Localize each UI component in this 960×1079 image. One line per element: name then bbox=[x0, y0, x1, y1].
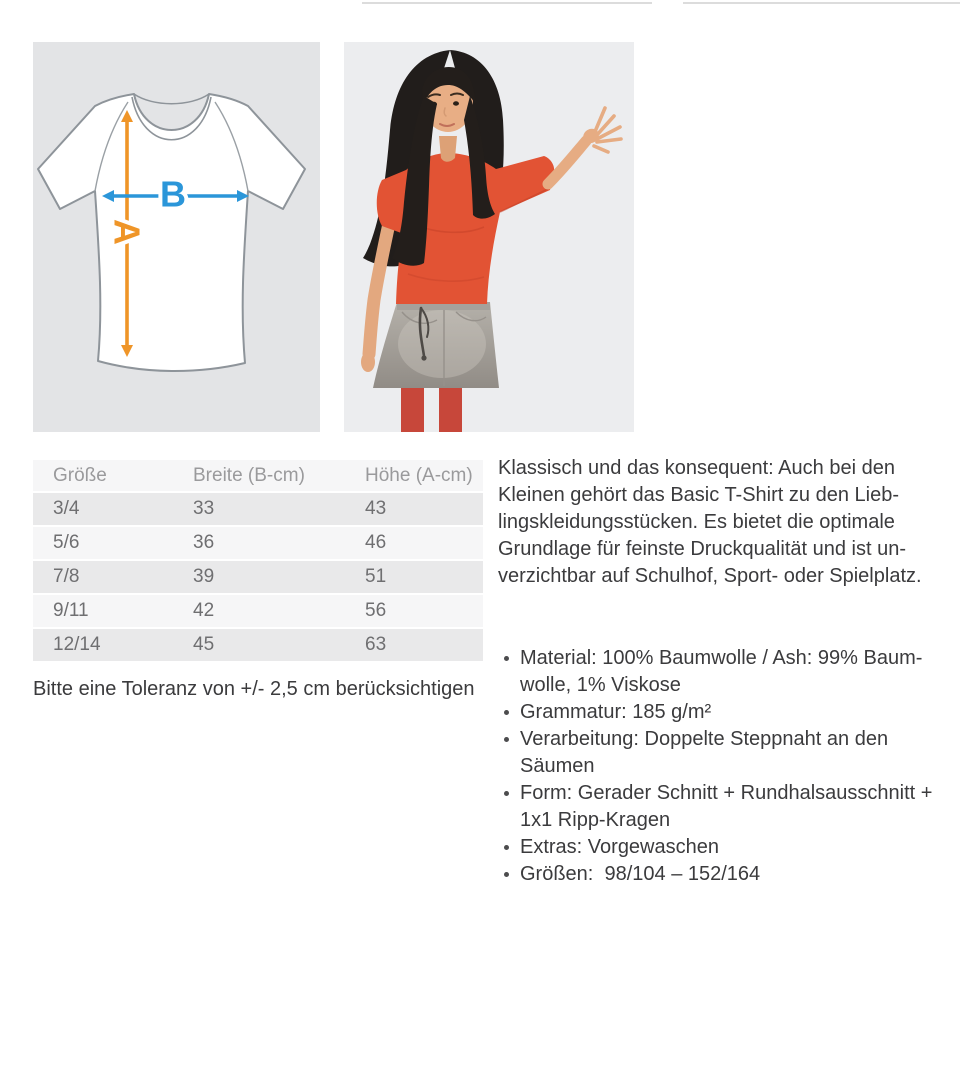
cell-width: 42 bbox=[173, 594, 345, 628]
column-header-size: Größe bbox=[33, 460, 173, 492]
cell-width: 39 bbox=[173, 560, 345, 594]
cell-height: 63 bbox=[345, 628, 483, 662]
column-header-width: Breite (B-cm) bbox=[173, 460, 345, 492]
size-table bbox=[33, 460, 483, 663]
feature-list bbox=[498, 645, 936, 888]
feature-item-material: Material: 100% Baumwolle / Ash: 99% Baumwolle, 1% Viskose bbox=[498, 645, 936, 699]
cell-height: 46 bbox=[345, 526, 483, 560]
back-neck-line bbox=[134, 94, 209, 104]
table-row bbox=[33, 492, 483, 526]
feature-item-verarbeitung: Verarbeitung: Doppelte Steppnaht an den Säumen bbox=[498, 726, 936, 780]
table-row bbox=[33, 526, 483, 560]
table-row bbox=[33, 628, 483, 662]
feature-item-groessen: Größen: 98/104 – 152/164 bbox=[498, 861, 936, 888]
product-photo-panel bbox=[344, 42, 634, 432]
size-table-header-row bbox=[33, 460, 483, 492]
top-divider-segment-left bbox=[362, 2, 652, 4]
cell-width: 33 bbox=[173, 492, 345, 526]
product-description bbox=[498, 455, 936, 888]
width-label: B bbox=[160, 173, 186, 215]
cell-height: 43 bbox=[345, 492, 483, 526]
cell-size: 5/6 bbox=[33, 526, 173, 560]
feature-item-grammatur: Grammatur: 185 g/m² bbox=[498, 699, 936, 726]
tshirt-measurement-diagram bbox=[33, 42, 320, 432]
cell-width: 36 bbox=[173, 526, 345, 560]
cell-size: 12/14 bbox=[33, 628, 173, 662]
cell-size: 9/11 bbox=[33, 594, 173, 628]
height-label: A bbox=[106, 219, 148, 245]
cell-size: 3/4 bbox=[33, 492, 173, 526]
description-intro: Klassisch und das konsequent: Auch bei den Kleinen gehört das Basic T-Shirt zu den Lieblingskleidungsstücken. Es bietet die optimale Grundlage für feinste Druckqualität und ist unverzichtbar auf Schulhof, Sport- oder Spielplatz. bbox=[498, 457, 922, 587]
feature-item-form: Form: Gerader Schnitt + Rundhalsausschnitt + 1x1 Ripp-Kragen bbox=[498, 780, 936, 834]
neck bbox=[439, 136, 457, 162]
cell-height: 51 bbox=[345, 560, 483, 594]
tshirt-outline bbox=[38, 94, 305, 371]
table-row bbox=[33, 594, 483, 628]
feature-item-extras: Extras: Vorgewaschen bbox=[498, 834, 936, 861]
tolerance-note: Bitte eine Toleranz von +/- 2,5 cm berücksichtigen bbox=[33, 678, 475, 700]
top-divider-segment-right bbox=[683, 2, 960, 4]
cell-height: 56 bbox=[345, 594, 483, 628]
cell-size: 7/8 bbox=[33, 560, 173, 594]
cell-width: 45 bbox=[173, 628, 345, 662]
product-photo bbox=[344, 42, 634, 432]
column-header-height: Höhe (A-cm) bbox=[345, 460, 483, 492]
size-diagram-panel bbox=[33, 42, 320, 432]
table-row bbox=[33, 560, 483, 594]
